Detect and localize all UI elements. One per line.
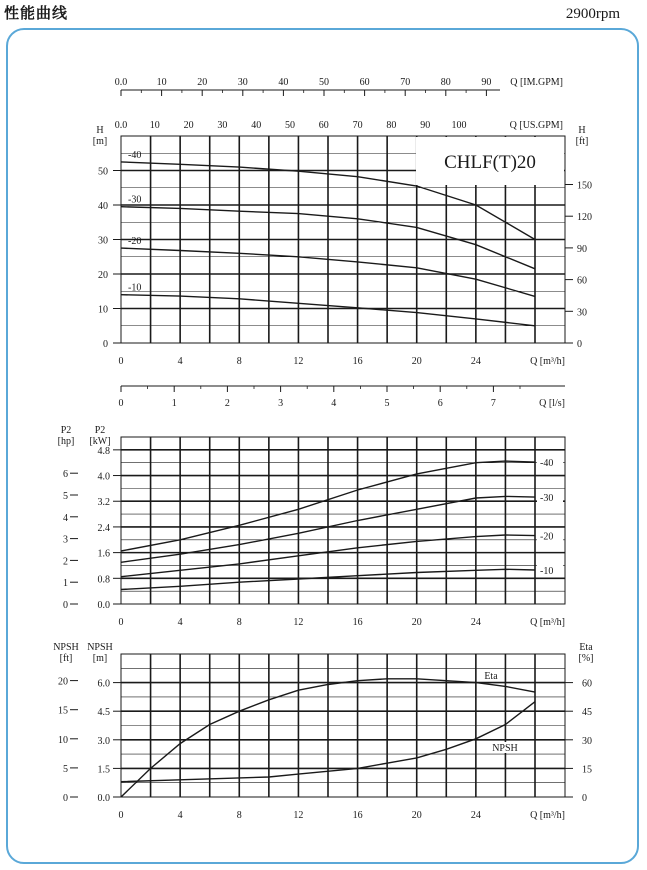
npsh-m-axis-label: NPSH (87, 642, 113, 653)
head-y-axis-unit: [m] (92, 136, 108, 147)
head-x-tick-label: 0 (118, 356, 124, 367)
hp-tick-label: 2 (63, 556, 68, 568)
eta-axis-unit: [%] (578, 653, 594, 664)
npsh-m-tick-label: 0.0 (97, 793, 110, 804)
eta-curve-label: Eta (484, 671, 498, 682)
npsh-curve-label: NPSH (492, 743, 518, 754)
rpm-label: 2900rpm (565, 6, 620, 22)
hp-tick-label: 0 (63, 600, 68, 611)
power-curve-label-0: -40 (540, 458, 554, 470)
npsh-x-tick-label: 8 (236, 810, 242, 821)
hp-tick-label: 1 (63, 578, 68, 590)
ls-tick-label: 7 (490, 398, 496, 409)
head-x-tick-label: 20 (411, 356, 422, 367)
npsh-x-tick-label: 16 (352, 810, 363, 821)
im-gpm-tick-label: 30 (237, 77, 248, 88)
im-gpm-tick-label: 80 (440, 77, 451, 88)
head-x-tick-label: 24 (470, 356, 481, 367)
eta-tick-label: 60 (582, 678, 592, 690)
head-y-axis-label: H (96, 125, 104, 136)
npsh-ft-tick-label: 20 (58, 676, 68, 688)
eta-tick-label: 30 (582, 735, 592, 747)
eta-tick-label: 15 (582, 764, 592, 776)
npsh-x-tick-label: 24 (470, 810, 481, 821)
kw-tick-label: 4.8 (97, 445, 110, 457)
im-gpm-tick-label: 60 (359, 77, 370, 88)
npsh-m-tick-label: 4.5 (97, 707, 110, 719)
npsh-ft-tick-label: 5 (63, 763, 68, 775)
head-y-tick-label: 0 (103, 339, 108, 350)
npsh-ft-axis-unit: [ft] (59, 653, 73, 664)
kw-tick-label: 0.0 (97, 600, 110, 611)
npsh-x-tick-label: 12 (293, 810, 304, 821)
npsh-ft-tick-label: 10 (58, 734, 68, 746)
eta-tick-label: 45 (582, 707, 592, 719)
power-x-tick-label: 0 (118, 617, 124, 628)
head-y-tick-label: 30 (98, 235, 108, 247)
us-gpm-tick-label: 30 (217, 120, 228, 131)
kw-tick-label: 2.4 (97, 522, 110, 534)
npsh-ft-axis-label: NPSH (53, 642, 79, 653)
power-x-tick-label: 20 (411, 617, 422, 628)
npsh-m-tick-label: 1.5 (97, 764, 110, 776)
model-label: CHLF(T)20 (444, 152, 536, 173)
power-x-tick-label: 24 (470, 617, 481, 628)
npsh-x-tick-label: 4 (177, 810, 183, 821)
head-y-tick-label: 40 (98, 201, 108, 212)
page-title: 性能曲线 (4, 4, 69, 22)
us-gpm-tick-label: 90 (420, 120, 431, 131)
power-curve-label-1: -30 (540, 493, 554, 505)
ls-tick-label: 4 (331, 398, 337, 409)
us-gpm-tick-label: 70 (352, 120, 363, 131)
npsh-x-tick-label: 0 (118, 810, 124, 821)
im-gpm-axis-label: Q [IM.GPM] (510, 77, 563, 88)
head-ft-tick-label: 30 (577, 307, 587, 319)
head-ft-axis-unit: [ft] (575, 136, 589, 147)
power-x-tick-label: 4 (177, 617, 183, 628)
kw-axis-unit: [kW] (89, 436, 111, 447)
head-curve-label-2: -20 (128, 236, 142, 248)
hp-axis-unit: [hp] (57, 436, 75, 447)
npsh-x-tick-label: 20 (411, 810, 422, 821)
im-gpm-tick-label: 50 (319, 77, 329, 88)
hp-axis-label: P2 (60, 425, 72, 436)
power-x-tick-label: 16 (352, 617, 363, 628)
im-gpm-tick-label: 10 (156, 77, 167, 88)
ls-tick-label: 2 (224, 398, 230, 409)
head-x-tick-label: 16 (352, 356, 363, 367)
npsh-ft-tick-label: 15 (58, 705, 68, 717)
kw-axis-label: P2 (94, 425, 106, 436)
npsh-ft-tick-label: 0 (63, 793, 68, 804)
hp-tick-label: 3 (63, 534, 68, 546)
head-x-tick-label: 8 (236, 356, 242, 367)
power-curve-label-3: -10 (540, 565, 554, 577)
head-y-tick-label: 20 (98, 270, 108, 281)
npsh-m-axis-unit: [m] (92, 653, 108, 664)
kw-tick-label: 1.6 (97, 548, 110, 560)
head-curve-label-1: -30 (128, 194, 142, 206)
npsh-m-tick-label: 6.0 (97, 678, 110, 690)
us-gpm-tick-label: 40 (251, 120, 262, 131)
ls-tick-label: 3 (278, 398, 284, 409)
power-curve-label-2: -20 (540, 531, 554, 543)
head-ft-tick-label: 0 (577, 339, 582, 350)
us-gpm-tick-label: 60 (318, 120, 329, 131)
head-ft-tick-label: 90 (577, 243, 587, 255)
power-x-tick-label: 8 (236, 617, 242, 628)
im-gpm-tick-label: 40 (278, 77, 289, 88)
ls-tick-label: 6 (437, 398, 443, 409)
npsh-x-axis-label: Q [m³/h] (530, 810, 565, 821)
head-x-tick-label: 12 (293, 356, 304, 367)
ls-tick-label: 1 (171, 398, 177, 409)
head-curve-label-0: -40 (128, 149, 142, 161)
us-gpm-tick-label: 20 (183, 120, 194, 131)
us-gpm-tick-label: 100 (451, 120, 467, 131)
kw-tick-label: 0.8 (97, 574, 110, 586)
ls-tick-label: 0 (118, 398, 124, 409)
im-gpm-tick-label: 20 (197, 77, 208, 88)
head-curve-label-3: -10 (128, 282, 142, 294)
head-x-tick-label: 4 (177, 356, 183, 367)
hp-tick-label: 4 (63, 512, 68, 524)
kw-tick-label: 4.0 (97, 471, 110, 483)
us-gpm-tick-label: 0.0 (114, 120, 128, 131)
power-x-tick-label: 12 (293, 617, 304, 628)
head-y-tick-label: 50 (98, 166, 108, 178)
ls-tick-label: 5 (384, 398, 390, 409)
eta-tick-label: 0 (582, 793, 587, 804)
npsh-m-tick-label: 3.0 (97, 735, 110, 747)
kw-tick-label: 3.2 (97, 497, 110, 509)
head-ft-tick-label: 120 (577, 212, 592, 224)
power-x-axis-label: Q [m³/h] (530, 617, 565, 628)
head-ft-tick-label: 150 (577, 180, 592, 192)
us-gpm-tick-label: 50 (285, 120, 295, 131)
hp-tick-label: 5 (63, 491, 68, 502)
im-gpm-tick-label: 90 (481, 77, 492, 88)
im-gpm-tick-label: 70 (400, 77, 411, 88)
head-y-tick-label: 10 (98, 304, 108, 316)
hp-tick-label: 6 (63, 469, 68, 481)
eta-axis-label: Eta (579, 642, 593, 653)
head-ft-axis-label: H (578, 125, 586, 136)
us-gpm-tick-label: 80 (386, 120, 397, 131)
us-gpm-axis-label: Q [US.GPM] (509, 120, 563, 131)
head-x-axis-label: Q [m³/h] (530, 356, 565, 367)
us-gpm-tick-label: 10 (149, 120, 160, 131)
ls-axis-label: Q [l/s] (539, 398, 565, 409)
im-gpm-tick-label: 0.0 (114, 77, 128, 88)
head-ft-tick-label: 60 (577, 275, 587, 287)
